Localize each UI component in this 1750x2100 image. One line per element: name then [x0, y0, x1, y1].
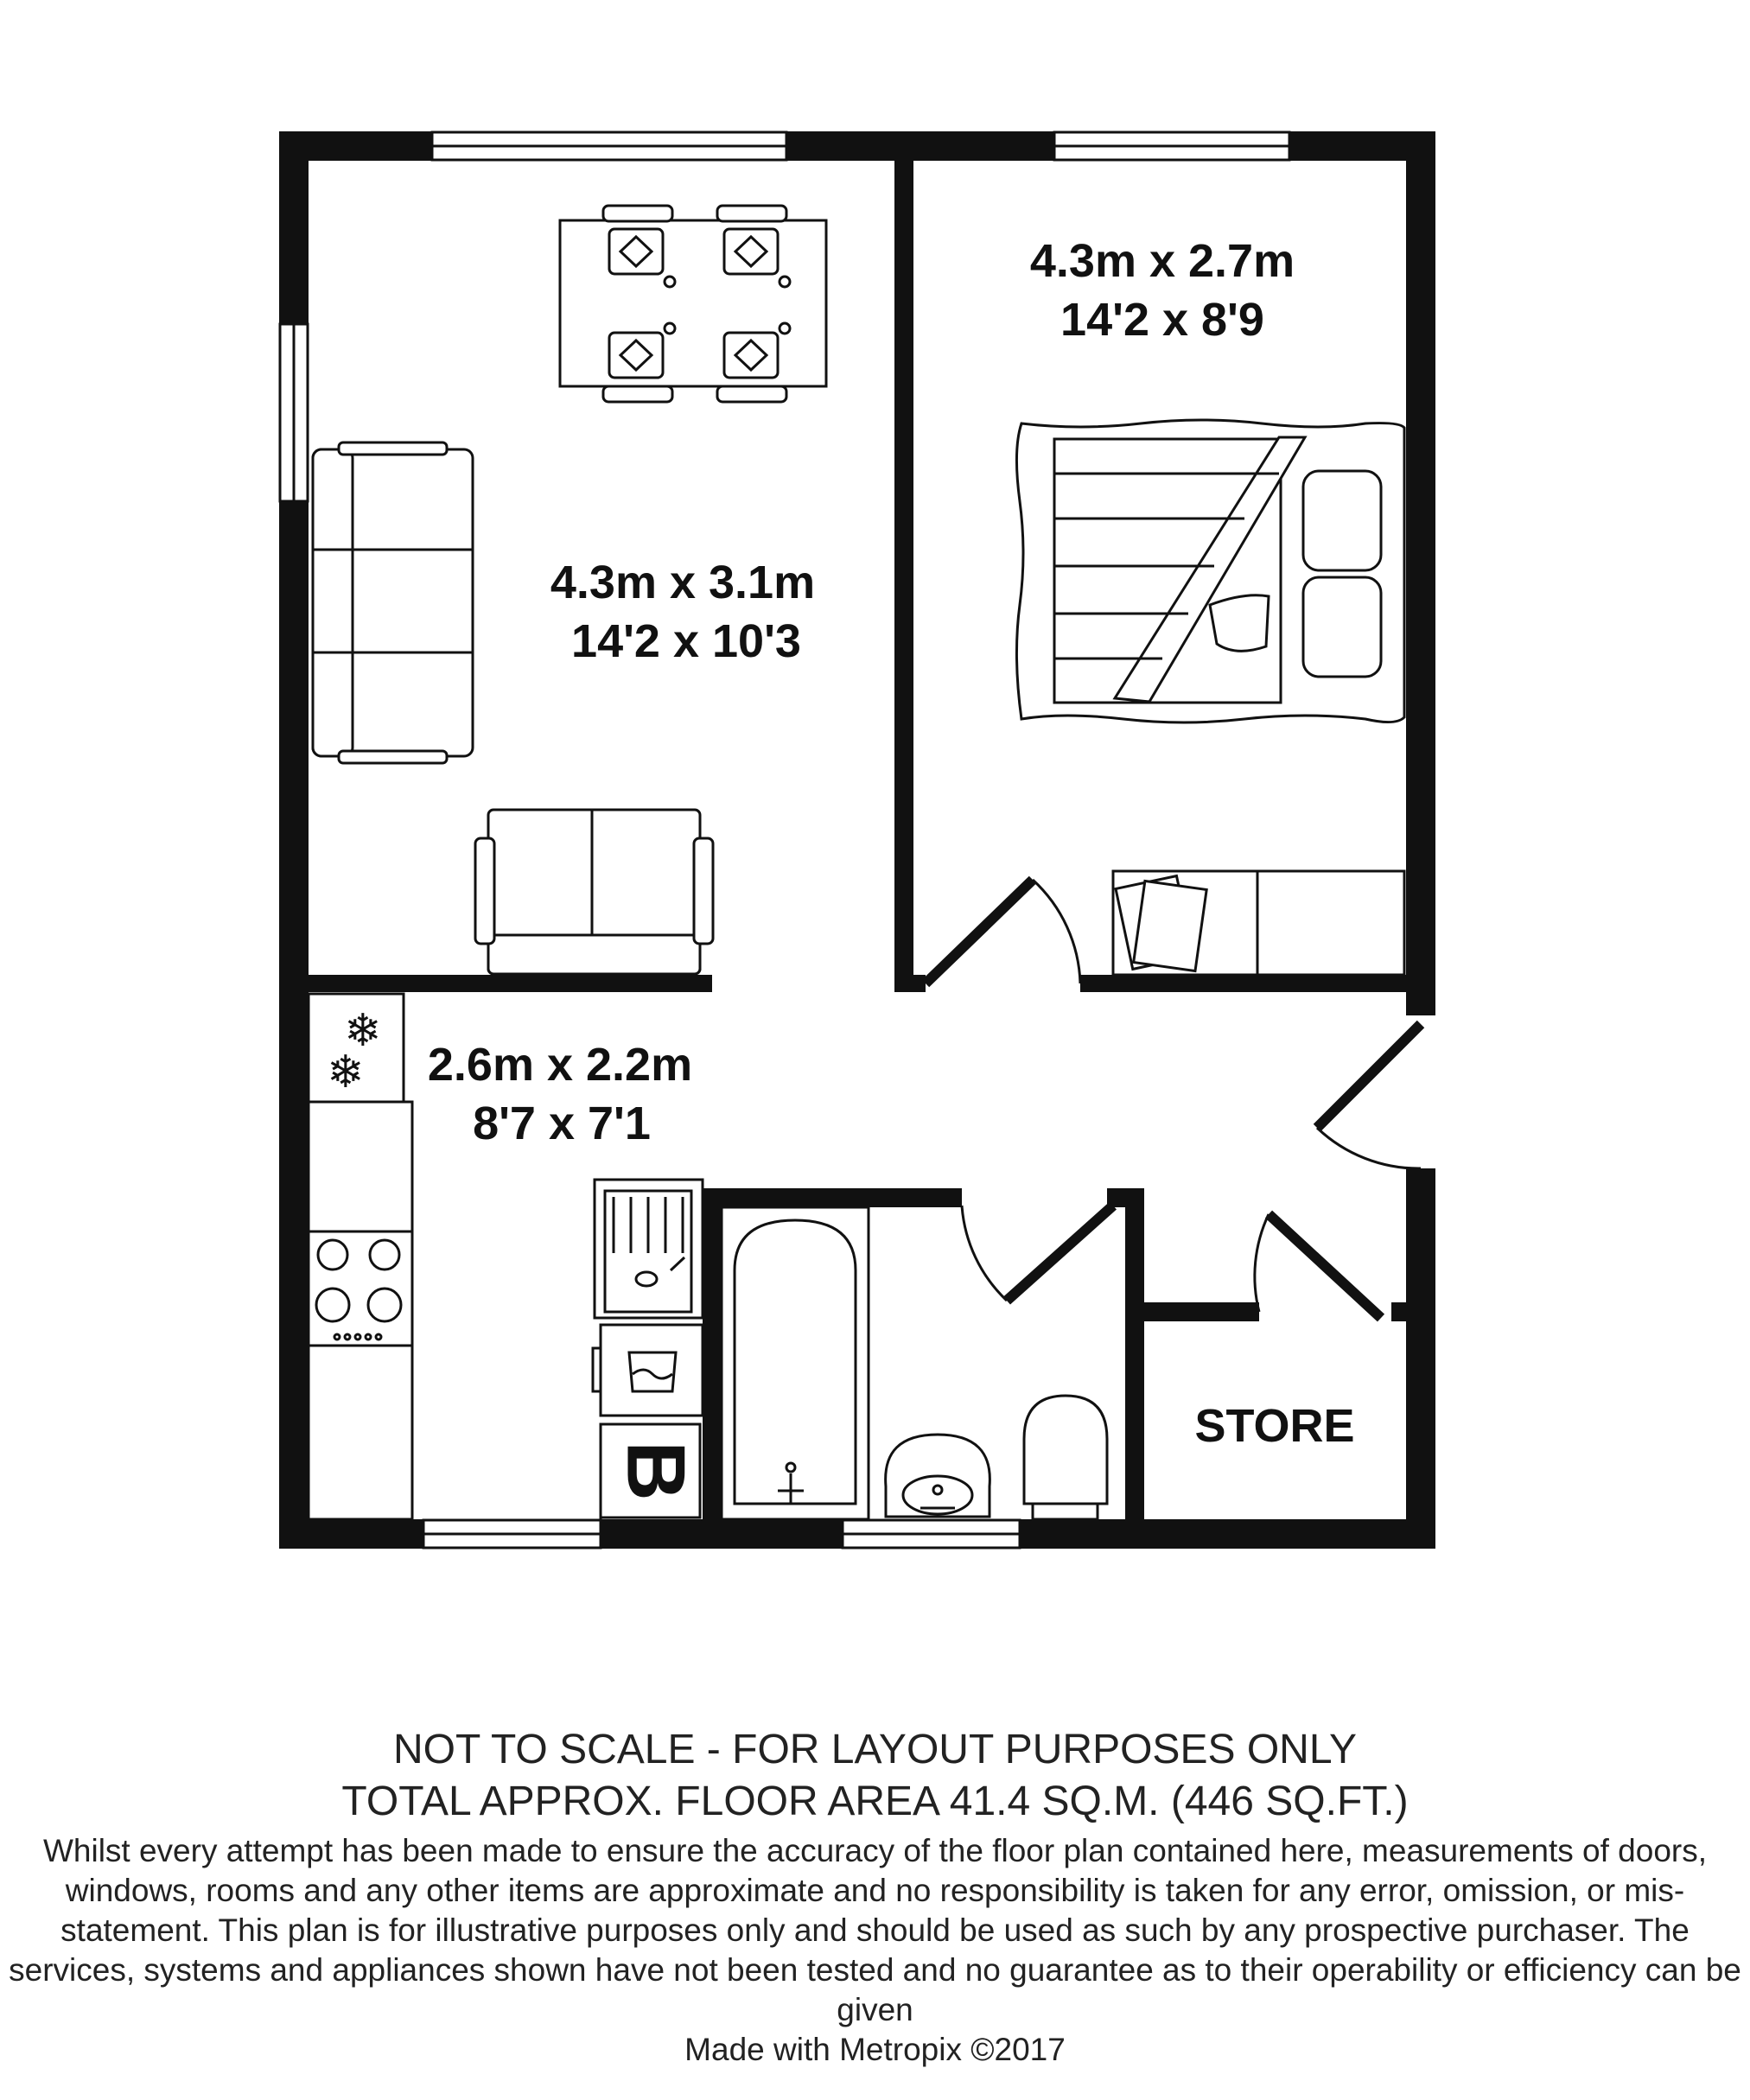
scale-note: NOT TO SCALE - FOR LAYOUT PURPOSES ONLY	[393, 1727, 1357, 1772]
washing-machine	[593, 1325, 703, 1416]
door-entrance	[1317, 1024, 1421, 1168]
svg-text:❄: ❄	[327, 1047, 365, 1098]
door-bedroom	[926, 880, 1080, 983]
door-store	[1255, 1214, 1381, 1318]
boiler-letter: B	[609, 1441, 703, 1501]
double-bed	[1016, 420, 1404, 722]
hob	[309, 1231, 412, 1346]
living-room-imperial: 14'2 x 10'3	[571, 615, 801, 667]
door-bathroom	[962, 1206, 1113, 1301]
kitchen-metric: 2.6m x 2.2m	[427, 1039, 693, 1091]
fridge-freezer	[309, 994, 404, 1102]
kitchen-imperial: 8'7 x 7'1	[473, 1098, 651, 1149]
wall-bedroom-bottom-left	[894, 975, 926, 992]
sofa-three-seater	[313, 442, 473, 763]
bedroom-unit	[1113, 871, 1404, 975]
bath	[722, 1207, 869, 1519]
wall-store-top	[1125, 1302, 1259, 1321]
wall-store-top-right	[1391, 1302, 1417, 1321]
bedroom-metric: 4.3m x 2.7m	[1029, 235, 1295, 287]
wall-store-left	[1125, 1188, 1144, 1534]
dining-table	[560, 206, 826, 402]
living-room-metric: 4.3m x 3.1m	[550, 557, 816, 608]
sofa-two-seater	[475, 810, 713, 974]
basin	[886, 1435, 990, 1517]
wall-right-lower	[1406, 1168, 1435, 1549]
store-label: STORE	[1194, 1400, 1355, 1452]
furniture	[309, 206, 1404, 1519]
footer	[0, 1724, 1750, 2070]
bedroom-imperial: 14'2 x 8'9	[1060, 294, 1264, 346]
wall-right-upper	[1406, 131, 1435, 1015]
sink-unit	[595, 1180, 703, 1318]
wall-bedroom-bottom-right	[1080, 975, 1422, 992]
credit: Made with Metropix ©2017	[684, 2032, 1066, 2067]
svg-text:❄: ❄	[344, 1005, 382, 1057]
disclaimer: Whilst every attempt has been made to ensure the accuracy of the floor plan contained here, measurements of doors, windows, rooms and any other items are approximate and no responsibility is taken for any error, omission, or mis-statement. This plan is for illustrative purposes only and should be used as such by any prospective purchaser. The services, systems and appliances shown have not been tested and no guarantee as to their operability or efficiency can be given	[9, 1833, 1741, 2027]
toilet	[1024, 1396, 1107, 1519]
floor-area: TOTAL APPROX. FLOOR AREA 41.4 SQ.M. (446 SQ.FT.)	[341, 1779, 1409, 1824]
wall-bathroom-left	[703, 1188, 722, 1534]
wall-living-bedroom	[894, 147, 913, 992]
wall-bathroom-top	[703, 1188, 962, 1207]
wall-living-bottom	[294, 975, 712, 992]
